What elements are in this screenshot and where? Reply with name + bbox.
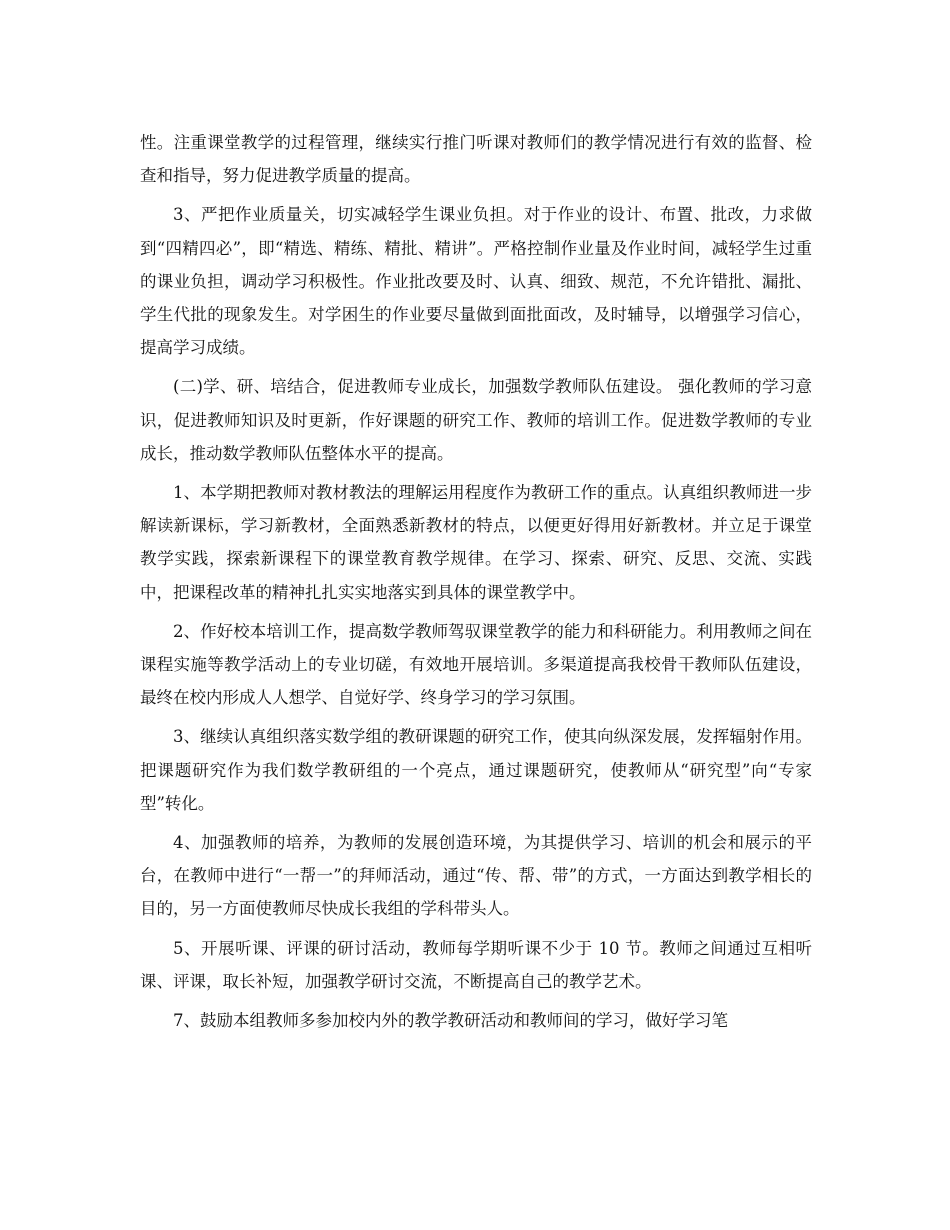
paragraph: 3、继续认真组织落实数学组的教研课题的研究工作，使其向纵深发展，发挥辐射作用。把课题研究作为我们数学教研组的一个亮点，通过课题研究，使教师从“研究型”向“专家型”转化。 bbox=[140, 727, 812, 813]
paragraph: 性。注重课堂教学的过程管理，继续实行推门听课对教师们的教学情况进行有效的监督、检查和指导，努力促进教学质量的提高。 bbox=[140, 133, 812, 186]
paragraph: 7、鼓励本组教师多参加校内外的教学教研活动和教师间的学习，做好学习笔 bbox=[173, 1011, 728, 1031]
paragraph: (二)学、研、培结合，促进教师专业成长，加强数学教师队伍建设。 强化教师的学习意识，促进教师知识及时更新，作好课题的研究工作、教师的培训工作。促进数学教师的专业成长，推动数学教师队伍整体水平的提高。 bbox=[140, 377, 812, 463]
document-body bbox=[140, 126, 812, 1043]
paragraph: 1、本学期把教师对教材教法的理解运用程度作为教研工作的重点。认真组织教师进一步解读新课标，学习新教材，全面熟悉新教材的特点，以便更好得用好新教材。并立足于课堂教学实践，探索新课程下的课堂教育教学规律。在学习、探索、研究、反思、交流、实践中，把课程改革的精神扎扎实实地落实到具体的课堂教学中。 bbox=[140, 483, 812, 602]
paragraph: 5、开展听课、评课的研讨活动，教师每学期听课不少于 10 节。教师之间通过互相听课、评课，取长补短，加强教学研讨交流，不断提高自己的教学艺术。 bbox=[140, 938, 812, 991]
paragraph: 2、作好校本培训工作，提高数学教师驾驭课堂教学的能力和科研能力。利用教师之间在课程实施等教学活动上的专业切磋，有效地开展培训。多渠道提高我校骨干教师队伍建设，最终在校内形成人人想学、自觉好学、终身学习的学习氛围。 bbox=[140, 621, 812, 708]
paragraph: 3、严把作业质量关，切实减轻学生课业负担。对于作业的设计、布置、批改，力求做到“四精四必”，即“精选、精练、精批、精讲”。严格控制作业量及作业时间，减轻学生过重的课业负担，调动学习积极性。作业批改要及时、认真、细致、规范，不允许错批、漏批、学生代批的现象发生。对学困生的作业要尽量做到面批面改，及时辅导，以增强学习信心，提高学习成绩。 bbox=[140, 205, 812, 358]
paragraph: 4、加强教师的培养，为教师的发展创造环境，为其提供学习、培训的机会和展示的平台，在教师中进行“一帮一”的拜师活动，通过“传、帮、带”的方式，一方面达到教学相长的目的，另一方面使教师尽快成长我组的学科带头人。 bbox=[140, 833, 812, 919]
